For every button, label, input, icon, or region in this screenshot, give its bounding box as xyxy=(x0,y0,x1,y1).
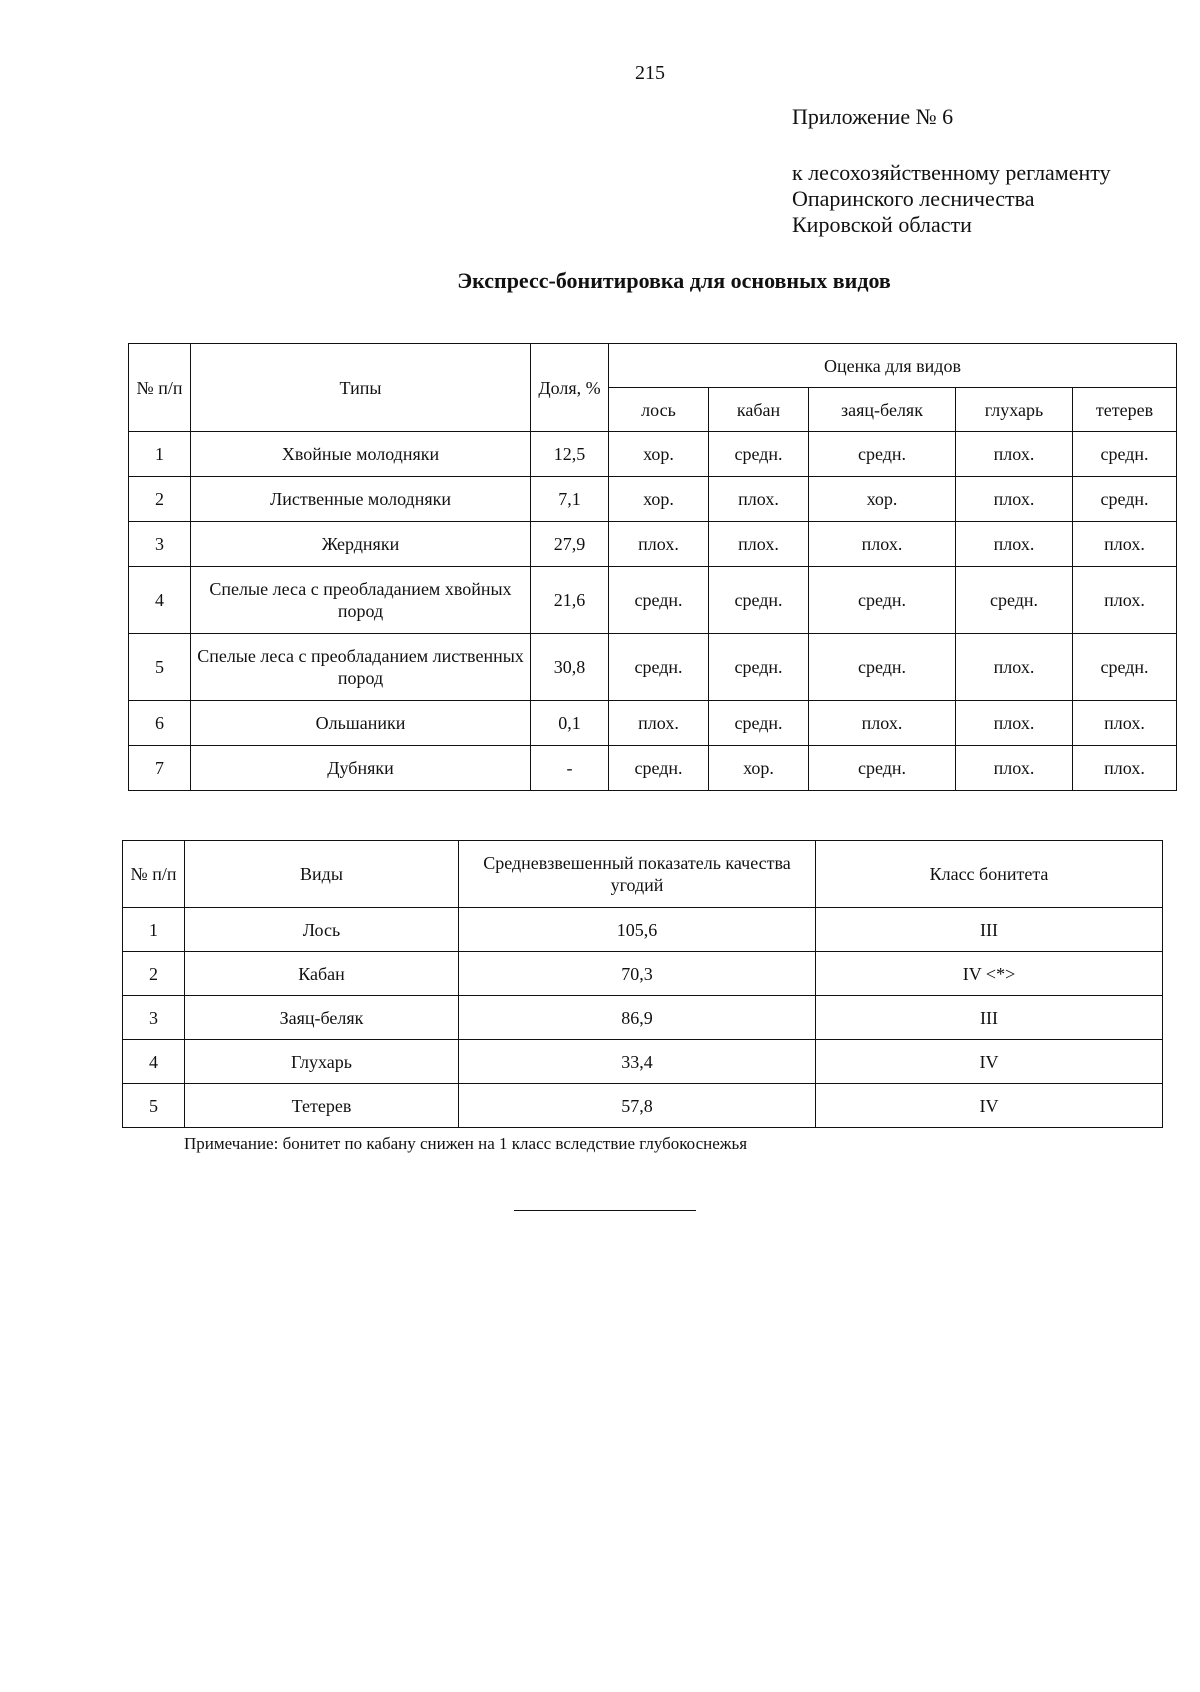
assessment-value: средн. xyxy=(1073,432,1177,477)
row-number: 7 xyxy=(129,746,191,791)
row-number: 1 xyxy=(123,908,185,952)
column-header-assessment: Оценка для видов xyxy=(609,344,1177,388)
bonitet-class: III xyxy=(816,908,1163,952)
assessment-value: плох. xyxy=(956,634,1073,701)
share-value: 12,5 xyxy=(531,432,609,477)
column-header-type: Типы xyxy=(191,344,531,432)
appendix-line: Опаринского лесничества xyxy=(792,186,1035,211)
table-row xyxy=(123,1040,1163,1084)
species-name: Заяц-беляк xyxy=(185,996,459,1040)
row-number: 4 xyxy=(123,1040,185,1084)
species-name: Глухарь xyxy=(185,1040,459,1084)
assessment-value: плох. xyxy=(956,522,1073,567)
table-row xyxy=(123,952,1163,996)
column-header-species: заяц-беляк xyxy=(809,388,956,432)
assessment-value: плох. xyxy=(1073,746,1177,791)
column-header-species: глухарь xyxy=(956,388,1073,432)
assessment-value: хор. xyxy=(709,746,809,791)
column-header-species: лось xyxy=(609,388,709,432)
page-number: 215 xyxy=(635,62,665,84)
bonitet-class: III xyxy=(816,996,1163,1040)
assessment-value: плох. xyxy=(809,701,956,746)
column-header-number: № п/п xyxy=(129,344,191,432)
appendix-title: Приложение № 6 xyxy=(792,104,954,129)
species-name: Кабан xyxy=(185,952,459,996)
row-number: 2 xyxy=(129,477,191,522)
habitat-assessment-table xyxy=(128,343,1177,791)
quality-index: 57,8 xyxy=(459,1084,816,1128)
assessment-value: плох. xyxy=(609,701,709,746)
appendix-subtitle xyxy=(792,160,1111,238)
share-value: - xyxy=(531,746,609,791)
bonitet-class: IV xyxy=(816,1084,1163,1128)
quality-index: 86,9 xyxy=(459,996,816,1040)
assessment-value: средн. xyxy=(709,432,809,477)
assessment-value: плох. xyxy=(956,432,1073,477)
row-number: 4 xyxy=(129,567,191,634)
assessment-value: средн. xyxy=(1073,477,1177,522)
table-row xyxy=(129,432,1177,477)
column-header-number: № п/п xyxy=(123,841,185,908)
footnote: Примечание: бонитет по кабану снижен на 1 класс вследствие глубокоснежья xyxy=(184,1134,748,1153)
assessment-value: средн. xyxy=(709,634,809,701)
assessment-value: плох. xyxy=(956,746,1073,791)
assessment-value: плох. xyxy=(1073,567,1177,634)
assessment-value: хор. xyxy=(609,477,709,522)
appendix-line: Кировской области xyxy=(792,212,972,237)
assessment-value: средн. xyxy=(709,567,809,634)
species-name: Лось xyxy=(185,908,459,952)
assessment-value: хор. xyxy=(609,432,709,477)
assessment-value: плох. xyxy=(609,522,709,567)
species-name: Тетерев xyxy=(185,1084,459,1128)
forest-type: Ольшаники xyxy=(191,701,531,746)
column-header-species: Виды xyxy=(185,841,459,908)
table-row xyxy=(129,477,1177,522)
forest-type: Спелые леса с преобладанием хвойных пород xyxy=(191,567,531,634)
assessment-value: плох. xyxy=(709,477,809,522)
column-header-species: тетерев xyxy=(1073,388,1177,432)
share-value: 21,6 xyxy=(531,567,609,634)
forest-type: Лиственные молодняки xyxy=(191,477,531,522)
row-number: 6 xyxy=(129,701,191,746)
share-value: 27,9 xyxy=(531,522,609,567)
share-value: 0,1 xyxy=(531,701,609,746)
table-row xyxy=(129,567,1177,634)
assessment-value: хор. xyxy=(809,477,956,522)
assessment-value: средн. xyxy=(809,746,956,791)
row-number: 3 xyxy=(123,996,185,1040)
assessment-value: средн. xyxy=(809,567,956,634)
table-row xyxy=(123,908,1163,952)
quality-index: 33,4 xyxy=(459,1040,816,1084)
assessment-value: плох. xyxy=(956,477,1073,522)
table-row xyxy=(129,634,1177,701)
bonitet-class-table xyxy=(122,840,1163,1128)
assessment-value: средн. xyxy=(609,634,709,701)
row-number: 5 xyxy=(129,634,191,701)
assessment-value: средн. xyxy=(609,567,709,634)
assessment-value: плох. xyxy=(1073,522,1177,567)
assessment-value: средн. xyxy=(956,567,1073,634)
table-row xyxy=(129,522,1177,567)
assessment-value: плох. xyxy=(709,522,809,567)
bonitet-class: IV <*> xyxy=(816,952,1163,996)
share-value: 7,1 xyxy=(531,477,609,522)
assessment-value: средн. xyxy=(809,634,956,701)
share-value: 30,8 xyxy=(531,634,609,701)
row-number: 3 xyxy=(129,522,191,567)
column-header-species: кабан xyxy=(709,388,809,432)
assessment-value: средн. xyxy=(609,746,709,791)
forest-type: Дубняки xyxy=(191,746,531,791)
appendix-line: к лесохозяйственному регламенту xyxy=(792,160,1111,185)
forest-type: Спелые леса с преобладанием лиственных пород xyxy=(191,634,531,701)
closing-rule xyxy=(514,1210,696,1211)
assessment-value: плох. xyxy=(956,701,1073,746)
forest-type: Жердняки xyxy=(191,522,531,567)
assessment-value: плох. xyxy=(1073,701,1177,746)
row-number: 2 xyxy=(123,952,185,996)
row-number: 5 xyxy=(123,1084,185,1128)
column-header-share: Доля, % xyxy=(531,344,609,432)
column-header-bonitet-class: Класс бонитета xyxy=(816,841,1163,908)
bonitet-class: IV xyxy=(816,1040,1163,1084)
assessment-value: плох. xyxy=(809,522,956,567)
table-row xyxy=(123,996,1163,1040)
assessment-value: средн. xyxy=(1073,634,1177,701)
table-row xyxy=(123,1084,1163,1128)
quality-index: 105,6 xyxy=(459,908,816,952)
assessment-value: средн. xyxy=(809,432,956,477)
table-row xyxy=(129,746,1177,791)
quality-index: 70,3 xyxy=(459,952,816,996)
forest-type: Хвойные молодняки xyxy=(191,432,531,477)
column-header-quality-index: Средневзвешенный показатель качества угодий xyxy=(459,841,816,908)
table-row xyxy=(129,701,1177,746)
row-number: 1 xyxy=(129,432,191,477)
assessment-value: средн. xyxy=(709,701,809,746)
document-title: Экспресс-бонитировка для основных видов xyxy=(457,268,891,293)
